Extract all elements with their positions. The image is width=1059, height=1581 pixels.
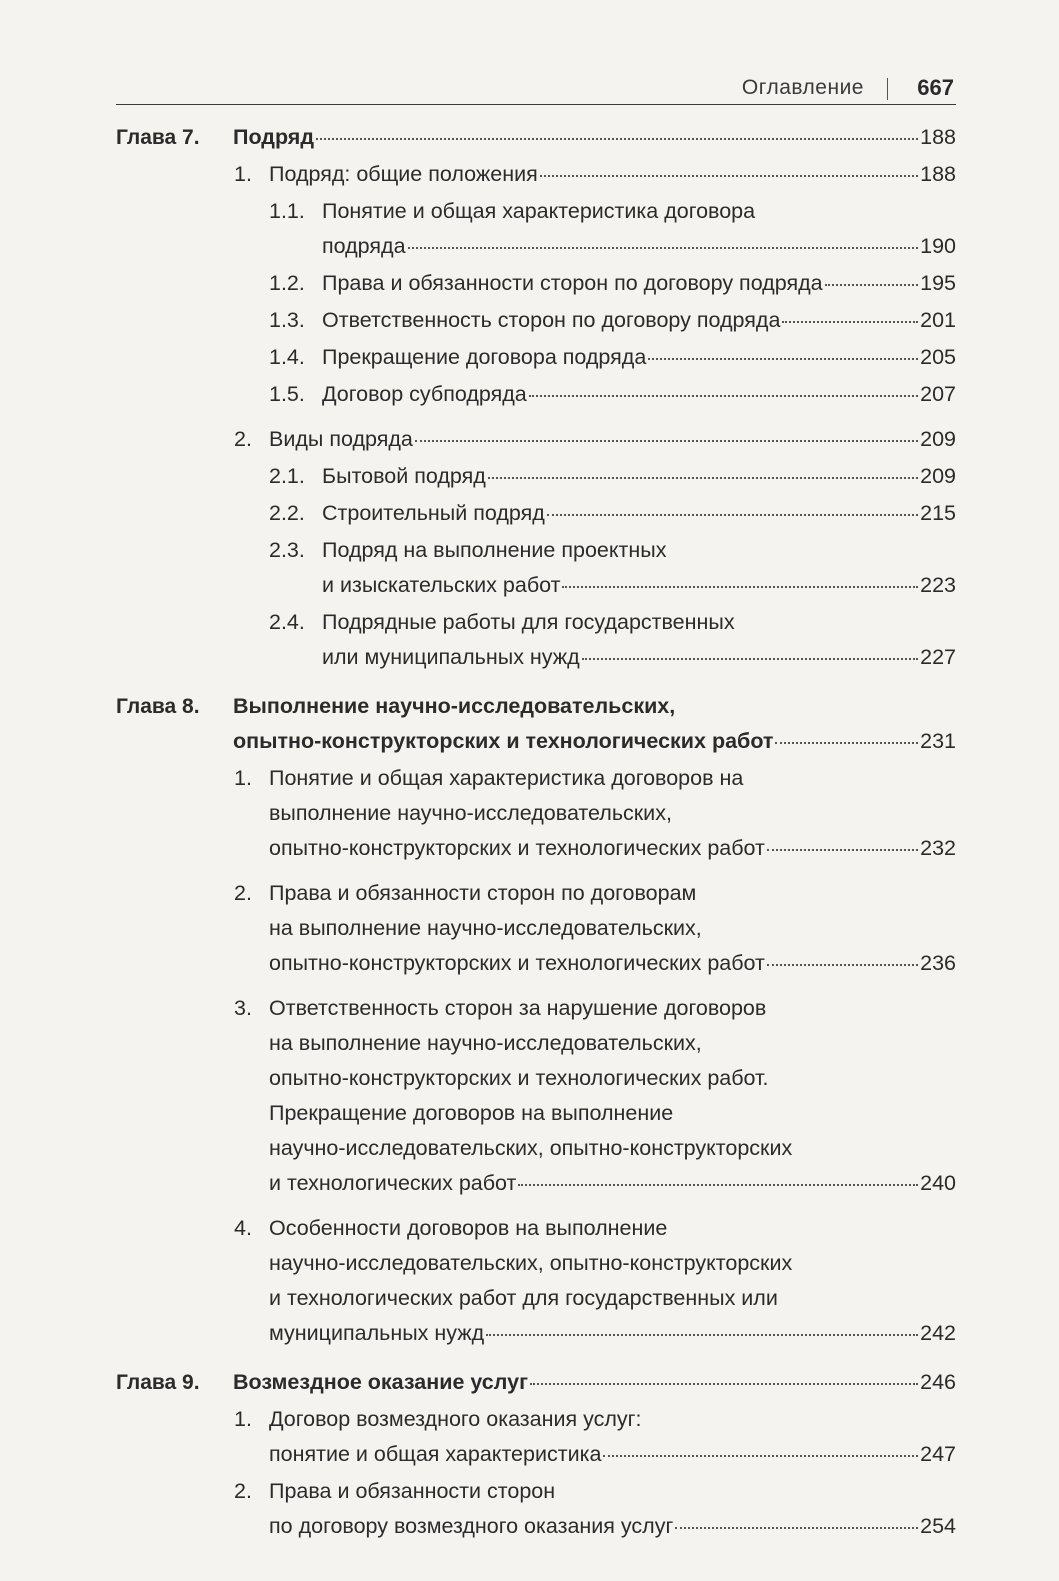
- dot-leader: [415, 440, 918, 442]
- toc-line: [233, 724, 956, 759]
- toc-line-text: понятие и общая характеристика: [269, 1442, 602, 1466]
- toc-subsection[interactable]: [116, 377, 956, 412]
- toc-section[interactable]: [116, 761, 956, 866]
- toc-page-number: 209: [920, 464, 956, 488]
- section-number: 2.: [234, 427, 252, 451]
- dot-leader: [562, 586, 918, 588]
- toc-subsection[interactable]: [116, 496, 956, 531]
- header-title: Оглавление: [741, 76, 864, 99]
- chapter-heading: [116, 689, 956, 759]
- toc-line: [322, 229, 956, 264]
- toc-line: [233, 689, 956, 724]
- section-number: 1.: [234, 766, 252, 790]
- toc-line: [269, 911, 956, 946]
- toc-page-number: 246: [920, 1370, 956, 1394]
- toc-page-number: 240: [920, 1171, 956, 1195]
- toc-line: [322, 533, 956, 568]
- toc-line: [322, 377, 956, 412]
- toc-subsection[interactable]: [116, 340, 956, 375]
- toc-line: [269, 796, 956, 831]
- toc-line: [269, 422, 956, 457]
- toc-line-text: Виды подряда: [269, 427, 413, 451]
- toc-line: [269, 1096, 956, 1131]
- toc-page-number: 236: [920, 951, 956, 975]
- section-number: 1.5.: [269, 382, 305, 406]
- dot-leader: [775, 742, 918, 744]
- dot-leader: [767, 964, 918, 966]
- toc-line: [322, 605, 956, 640]
- toc-section[interactable]: [116, 157, 956, 192]
- toc-page-number: 215: [920, 501, 956, 525]
- toc-line-text: выполнение научно-исследовательских,: [269, 801, 672, 825]
- toc-line: [269, 831, 956, 866]
- toc-line: [269, 1026, 956, 1061]
- toc-line: [269, 1437, 956, 1472]
- toc-line-text: Прекращение договора подряда: [322, 345, 647, 369]
- dot-leader: [782, 321, 918, 323]
- toc-page-number: 232: [920, 836, 956, 860]
- toc-line: [269, 761, 956, 796]
- toc-page-number: 201: [920, 308, 956, 332]
- toc-line-text: Понятие и общая характеристика договоров на: [269, 766, 744, 790]
- dot-leader: [767, 849, 918, 851]
- toc-page-number: 188: [920, 162, 956, 186]
- toc-section[interactable]: [116, 1474, 956, 1544]
- toc-page-number: 242: [920, 1321, 956, 1345]
- dot-leader: [603, 1455, 918, 1457]
- section-number: 2.2.: [269, 501, 305, 525]
- toc-line-text: Бытовой подряд: [322, 464, 486, 488]
- toc-page-number: 254: [920, 1514, 956, 1538]
- toc-chapter: [116, 689, 956, 1351]
- toc-line-text: Права и обязанности сторон: [269, 1479, 556, 1503]
- toc-section[interactable]: [116, 991, 956, 1201]
- toc-page-number: 188: [920, 125, 956, 149]
- toc-line-text: Договор возмездного оказания услуг:: [269, 1407, 642, 1431]
- toc-subsection[interactable]: [116, 533, 956, 603]
- toc-line-text: и технологических работ для государственных или: [269, 1286, 778, 1310]
- section-number: 2.4.: [269, 610, 305, 634]
- toc-line: [322, 640, 956, 675]
- section-number: 2.: [234, 881, 252, 905]
- section-number: 1.4.: [269, 345, 305, 369]
- running-header: [116, 74, 956, 105]
- toc-line: [269, 157, 956, 192]
- toc-line: [269, 991, 956, 1026]
- toc-line-text: по договору возмездного оказания услуг: [269, 1514, 674, 1538]
- toc-line: [269, 876, 956, 911]
- toc-section[interactable]: [116, 876, 956, 981]
- chapter-label: Глава 7.: [116, 126, 200, 149]
- toc-section[interactable]: [116, 1402, 956, 1472]
- dot-leader: [486, 1334, 918, 1336]
- dot-leader: [518, 1184, 918, 1186]
- section-number: 1.3.: [269, 308, 305, 332]
- toc-subsection[interactable]: [116, 605, 956, 675]
- toc-line-text: опытно-конструкторских и технологических работ: [269, 951, 765, 975]
- toc-line-text: и технологических работ: [269, 1171, 517, 1195]
- toc-line: [269, 1131, 956, 1166]
- toc-page-number: 195: [920, 271, 956, 295]
- toc-line-text: Права и обязанности сторон по договорам: [269, 881, 697, 905]
- toc-line: [322, 459, 956, 494]
- chapter-label: Глава 9.: [116, 1371, 200, 1394]
- toc-line-text: опытно-конструкторских и технологических работ: [233, 729, 774, 753]
- toc-line-text: Прекращение договоров на выполнение: [269, 1101, 674, 1125]
- toc-line-text: Подряд на выполнение проектных: [322, 538, 667, 562]
- section-number: 1.: [234, 1407, 252, 1431]
- toc-line: [269, 1402, 956, 1437]
- table-of-contents: [116, 120, 956, 1544]
- toc-line-text: научно-исследовательских, опытно-конструкторских: [269, 1136, 793, 1160]
- toc-line: [269, 1246, 956, 1281]
- toc-line: [269, 1211, 956, 1246]
- toc-line: [322, 496, 956, 531]
- toc-line-text: Понятие и общая характеристика договора: [322, 199, 756, 223]
- toc-chapter: [116, 1365, 956, 1544]
- toc-line: [322, 266, 956, 301]
- dot-leader: [316, 138, 918, 140]
- toc-subsection[interactable]: [116, 266, 956, 301]
- toc-page-number: 190: [920, 234, 956, 258]
- toc-line: [233, 1365, 956, 1400]
- toc-line: [233, 120, 956, 155]
- toc-subsection[interactable]: [116, 194, 956, 264]
- chapter-heading: [116, 1365, 956, 1400]
- header-page-number: 667: [917, 75, 954, 100]
- dot-leader: [540, 175, 918, 177]
- section-number: 1.1.: [269, 199, 305, 223]
- dot-leader: [582, 658, 918, 660]
- dot-leader: [675, 1527, 918, 1529]
- section-number: 2.3.: [269, 538, 305, 562]
- toc-page-number: 227: [920, 645, 956, 669]
- toc-line: [269, 1061, 956, 1096]
- toc-line-text: муниципальных нужд: [269, 1321, 485, 1345]
- section-number: 3.: [234, 996, 252, 1020]
- dot-leader: [547, 514, 918, 516]
- toc-line: [269, 1316, 956, 1351]
- section-number: 1.2.: [269, 271, 305, 295]
- section-number: 2.1.: [269, 464, 305, 488]
- toc-page-number: 223: [920, 573, 956, 597]
- chapter-heading: [116, 120, 956, 155]
- toc-line: [269, 1281, 956, 1316]
- toc-subsection[interactable]: [116, 303, 956, 338]
- toc-line-text: или муниципальных нужд: [322, 645, 580, 669]
- toc-line: [322, 194, 956, 229]
- toc-line-text: на выполнение научно-исследовательских,: [269, 1031, 702, 1055]
- header-separator: [887, 78, 889, 100]
- toc-section[interactable]: [116, 422, 956, 457]
- toc-line-text: опытно-конструкторских и технологических работ.: [269, 1066, 769, 1090]
- toc-line-text: опытно-конструкторских и технологических работ: [269, 836, 765, 860]
- dot-leader: [530, 1383, 918, 1385]
- chapter-label: Глава 8.: [116, 695, 200, 718]
- toc-line: [269, 1166, 956, 1201]
- toc-line-text: научно-исследовательских, опытно-конструкторских: [269, 1251, 793, 1275]
- toc-section[interactable]: [116, 1211, 956, 1351]
- toc-line-text: Права и обязанности сторон по договору подряда: [322, 271, 823, 295]
- toc-chapter: [116, 120, 956, 675]
- toc-page-number: 231: [920, 729, 956, 753]
- toc-line-text: Подрядные работы для государственных: [322, 610, 735, 634]
- section-number: 1.: [234, 162, 252, 186]
- toc-line: [269, 1509, 956, 1544]
- toc-line-text: на выполнение научно-исследовательских,: [269, 916, 702, 940]
- toc-page-number: 207: [920, 382, 956, 406]
- toc-line-text: и изыскательских работ: [322, 573, 561, 597]
- toc-line-text: Особенности договоров на выполнение: [269, 1216, 668, 1240]
- toc-line-text: Выполнение научно-исследовательских,: [233, 694, 676, 718]
- toc-line-text: Строительный подряд: [322, 501, 545, 525]
- toc-page-number: 209: [920, 427, 956, 451]
- toc-line-text: Подряд: [233, 125, 314, 149]
- toc-line: [322, 303, 956, 338]
- toc-page-number: 205: [920, 345, 956, 369]
- toc-line-text: Ответственность сторон за нарушение договоров: [269, 996, 767, 1020]
- dot-leader: [408, 247, 919, 249]
- dot-leader: [825, 284, 919, 286]
- toc-line-text: Подряд: общие положения: [269, 162, 538, 186]
- toc-subsection[interactable]: [116, 459, 956, 494]
- dot-leader: [529, 395, 918, 397]
- section-number: 4.: [234, 1216, 252, 1240]
- toc-line: [322, 340, 956, 375]
- toc-line-text: подряда: [322, 234, 406, 258]
- dot-leader: [648, 358, 918, 360]
- toc-line-text: Договор субподряда: [322, 382, 527, 406]
- toc-line: [269, 946, 956, 981]
- toc-line-text: Ответственность сторон по договору подряда: [322, 308, 781, 332]
- toc-line: [269, 1474, 956, 1509]
- toc-line: [322, 568, 956, 603]
- dot-leader: [488, 477, 918, 479]
- toc-page-number: 247: [920, 1442, 956, 1466]
- section-number: 2.: [234, 1479, 252, 1503]
- toc-line-text: Возмездное оказание услуг: [233, 1370, 529, 1394]
